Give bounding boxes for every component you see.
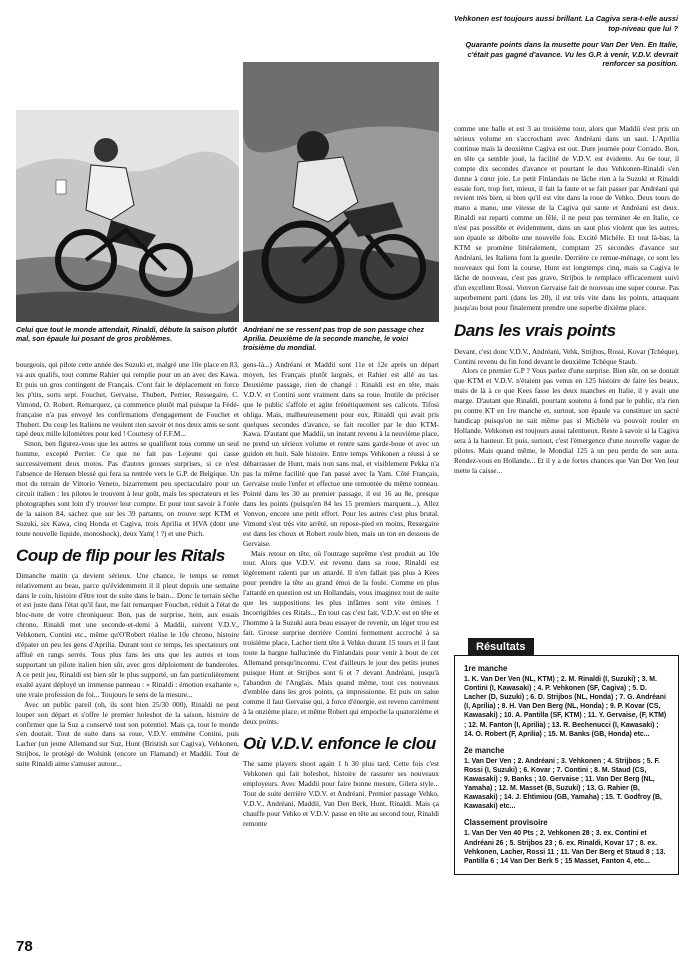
results-section	[454, 636, 679, 875]
caption-andreani: Andréani ne se ressent pas trop de son passage chez Aprilia. Deuxième de la seconde manche, le voici troisième du mondial.	[243, 326, 424, 353]
results-race-1: 1. K. Van Der Ven (NL, KTM) ; 2. M. Rinaldi (I, Suzuki) ; 3. M. Contini (I, Kawasaki) ; 4. P. Vehkonen (SF, Cagiva) ; 5. D. Lacher (D, Suzuki) ; 6. D. Strijbos (NL, Honda) ; 7. G. Andréani (I, Aprilia) ; 8. H. Van Den Berg (NL, Honda) ; 9. P. Kovar (CS, Kawasaki) ; 10. A. Pantilla (SF, KTM) ; 11. Y. Gervaise, (F, KTM) ; 12. M. Fanton (I, Aprilia) ; 13. R. Bechenucci (I, Kawasaki) ; 14. O. Robert (F, Aprilia) ; 15. M. Banks (GB, Honda) etc...	[464, 676, 667, 738]
col1-paragraph-4: Avec un public pareil (oh, ils sont bien 25/30 000), Rinaldi ne peut louper son départ et s'offre le premier holeshot de la saison, histoire de confirmer que la Suz a conservé tout son potentiel. Mais ça, tout le monde s'en doutait. Tout de suite dans sa roue, V.D.V. emmène Contini, puis Lacher (un jeune Allemand sur Suz, Hunt (Bristish sur Cagiva), Vehkonen, Strijbos, le protégé de Wolsink (encore un Flamand) et Maddii. Tout de suite Rinaldi aime s'amuser autour...	[16, 699, 239, 769]
col2-paragraph-3: The same players shoot again 1 h 30 plus tard. Cette fois c'est Vehkonen qui fait holeshot, histoire de rassurer ses nouveaux employeurs. Avec Maddii pour faire bonne mesure, Gilera style... Tout de suite derrière V.D.V. et Andréani. Premier passage Vehko, V.D.V., Andréani, Maddii, Van Den Berk, Hunt, Rinaldi. Mais ça chauffe pour Vehko et V.D.V. passe en tête au second tour, Rinaldi remonte	[243, 759, 439, 828]
page-number: 78	[16, 938, 33, 955]
col2-paragraph-2: Mais retour en tête, où l'outrage suprême s'est produit au 10e tour. Alors que V.D.V. est revenu dans sa roue, Rinaldi est légèrement ralenti par un attardé. Il n'en fallait pas plus à Kees pour prendre la tête au grand émoi de la foule. Comme en plus l'attardé en question est un Hollandais, vous imaginez tout de suite que les suppositions les plus infâmes sont vite émises ! Incorrigibles ces Ritals... En tout cas c'est fait, V.D.V. est en tête et l'homme à la Suzuki aura beau essayer de revenir, un léger trou est fait. Grosse surprise derrière Contini fermement accroché à sa troisième place, Lacher tient tête à Vehko durant 15 tours et il faut toute la hargne hallucinée du Finlandais pour venir à bout de cet Allemand presqu'inconnu. C'est d'ailleurs le jour des petits jeunes puisque Hunt et Strijbos sont 6 et 7 devant Andréani, jusqu'à l'abandon de l'Anglais. Mais quand même, tout ces nouveaux d'emblée dans les gros points, ça impressionne. Et puis on salue comme il faut Gervaise qui, à force d'énergie, est revenu carrément à la onzième place, et même Robert qui empoche la quatorzième et deux points.	[243, 548, 439, 727]
column-3	[454, 124, 679, 476]
col3-paragraph-2: Devant, c'est donc V.D.V., Andréani, Vehk, Strijbos, Rossi, Kovar (Tchèque), Contini revenu du fin fond devant le deuxième Tchèque Staub.	[454, 346, 679, 366]
column-2	[243, 360, 439, 829]
col3-paragraph-3: Alors ce premier G.P ? Vous parlez d'une surprise. Bien sûr, on se doutait que KTM et V.D.V. n'étaient pas venus en 125 histoire de faire les beaux, mais de là à ce que Kees fasse les deux manches en Italie, il y avait une marge. D'autant que Rinaldi, pourtant soutenu à fond par le public, n'a rien pu contre KT en 1re manche et, surtout, son épaule va constituer un sacré handicap puisqu'on ne sait même pas si Michèle va pouvoir rouler en Hollande. Vehkonen est toujours aussi talentueux. Reste à savoir si la Cagiva sera à la hauteur. Et puis, surtout, c'est l'émergence d'une nouvelle vague de pilotes. Mais quand même, le Mondial 125 à un peu perdu de son aura. Rendez-vous en Hollande... Et il y a de fortes chances que Van Der Ven leur mette la caisse...	[454, 366, 679, 475]
results-heading-race-1: 1re manche	[464, 664, 508, 673]
top-caption-vehkonen: Vehkonen est toujours aussi brillant. La Cagiva sera-t-elle aussi top-niveau que lui ?	[454, 14, 678, 33]
col3-paragraph-1: comme une balle et est 3 au troisième tour, alors que Maddii s'est pris un sérieux volume en s'accrochant avec Andréani dans un saut. L'Aprilia continue mais la deuxième Cagiva est out. Dure journée pour Corrado. Bon, en tête ça semble joué, la facilité de V.D.V. est évidente. Au 6e tour, il compte dix secondes d'avance et pourtant le duo Vehkonen-Rinaldi s'en donne à cœur joie. Le petit Finlandais ne lâche rien à la Suzuki et Rinaldi essaie fort, trop fort, mieux, il fait la faute et se fait passer par Andréani qui revient très bien, si bien qu'il est vite dans la roue de Vehko. Deux tours de mano a mano, une vitesse de la Cagiva qui saute et Andréani est deux. Rinaldi est reparti comme un fêlé, il ne peut pas terminer 4e en Italie, ce n'est pas possible et évidemment, dans un saut plus violent que les autres, son épaule se déboîte une nouvelle fois. Excité Michèle. Et tout là-bas, la KTM se promène littéralement, comptant 25 secondes d'avance sur Andréani, les Italiens font la gueule. Derrière ce remue-ménage, ce sont les nouveaux qui font la course, Hunt est longtemps cinq, mais sa Cagiva le lâche de nouveau, c'est pas grave, Strijbos le remplace efficacement suivi d'un excellent Rossi. Vonvon Gervaise fait de nouveau une super course. Pas superbement parti (dans les 20), il est très vite dans les points, attaquant jusqu'au bout pour finalement prendre une superbe dixième place.	[454, 124, 679, 312]
results-title: Résultats	[468, 638, 534, 656]
col1-paragraph-1: bourgeois, qui pilote cette année des Suzuki et, malgré une 10e place en 83, va aux qualifs, tout comme Rahier qui remplie pour un an avec des Kawa. Et puis un gros contingent de Français. C'ont fait le déplacement en force les p'tits, sorts sept. Fouchet, Gervaise, Thubert, Perrier, Ressegaire, C. Vimond, O. Robert. Remarquez, ça commence plutôt mal puisque la Fédé-française n'a pas envoyé les confirmations d'engagement de Fouchet et Thubert. Du coup les Italiens ne veulent rien savoir et nos deux amis se sont tapé deux mille kilomètres pour ked ! Courtesy of F.F.M...	[16, 360, 239, 439]
results-box	[454, 655, 679, 875]
results-race-2: 1. Van Der Ven ; 2. Andréani ; 3. Vehkonen ; 4. Strijbos ; 5. F. Rossi (I, Suzuki) ; 6. Kovar ; 7. Contini ; 8. M. Staud (CS, Kawasaki) ; 9. Banks ; 10. Gervaise ; 11. Van Der Berg (NL, Yamaha) ; 12. M. Masset (B, Suzuki) ; 13. G. Rahier (B, Kawasaki) ; 14. J. Ehtimiou (GB, Yamaha) ; 15. T. Godfroy (B, Kawasaki) etc...	[464, 757, 662, 811]
heading-coup-de-flip: Coup de flip pour les Ritals	[16, 545, 225, 565]
heading-ou-vdv-enfonce-le-clou: Où V.D.V. enfonce le clou	[243, 734, 436, 754]
results-heading-race-2: 2e manche	[464, 745, 505, 755]
rinaldi-photo-graphic	[16, 110, 239, 322]
results-standings: 1. Van Der Ven 40 Pts ; 2. Vehkonen 28 ; 3. ex. Contini et Andréani 26 ; 5. Strijbos 23 ; 6. ex. Rinaldi, Kovar 17 ; 8. ex. Vehkonen, Lacher, Rossi 11 ; 11. Van Der Berg et Staud 8 ; 13. Pantilla 6 ; 14 Van Der Berk 5 ; 15 Masset, Fanton 4, etc...	[464, 830, 666, 865]
heading-dans-les-vrais-points: Dans les vrais points	[454, 320, 616, 340]
andreani-photo-graphic	[243, 62, 439, 322]
col1-paragraph-3: Dimanche matin ça devient sérieux. Une chance, le temps se remet relativement au beau, parce qu'évidemment il il pleut depuis une semaine dans le coin, histoire d'être tout de suite dans le bain... Donc le terrain sèche et est juste dans l'état qu'il faut, me fait remarquer Fouchet, réduit à l'état de bloc-note de votre chroniqueur. Bon, pas de surprise, hein, aux essais chrono, Rinaldi met une seconde-et-demi à Maddii, suivent V.D.V., Vehkonen, Contini etc., même qu'O'Robert réalise le 10e chrono, histoire d'épater un peu les gens d'Aprilia. Durant tout ce temps, les spectateurs ont afflué en rangs serrés. Tous plus fans les uns que les autres et tous supportant un pilote italien bien sûr, avec gros déploiement de banderoles. A ce petit jeu, Rinaldi est bien sûr le plus supporté, un fan particulièrement exalté ayant déployé un immense panneau : « Rinaldi : émotion exaltante », une vraie profession de foi... Toujours le sens de la mesure...	[16, 570, 239, 699]
photo-rinaldi	[16, 110, 239, 322]
results-heading-standings: Classement provisoire	[464, 818, 548, 828]
col1-paragraph-2: Sinon, ben figurez-vous que les autres se qualifient tous comme un seul homme, excepté Perrier. Ce que ne fait pas Lejeune qui casse successivement deux motos. Pas d'autres grosses surprises, si ce n'est l'absence de Hensen blessé qui fera sa rentrée vers le G.P. de Belgique. Un mot du terrain de Vittorio Veneto, bizarrement peu spectaculaire pour un circuit italien : les pilotes le trouvent à leur goût, mais les spectateurs et les photographes sont loin d'y trouver leur compte. Et pour tout savoir à l'orée de la saison 84, sachez que sur les 39 partants, on trouve sept KTM et Suzuki, six Kawa, cinq Honda et Cagiva, trois Aprilia et HVA (dont une toute nouvelle liquide, monoshock), deux Yam( ! ?) et une Puch.	[16, 439, 239, 538]
top-caption-van-der-ven: Quarante points dans la musette pour Van Der Ven. En Italie, c'était pas gagné d'avance. Vu les G.P. à venir, V.D.V. devrait renforcer sa position.	[465, 40, 678, 69]
photo-andreani	[243, 62, 439, 322]
col2-paragraph-1: gens-là...) Andréani et Maddii sont 11e et 12e après un départ moyen, les Français plutôt largués, et Rahier est allé au tas. Deuxième passage, rien de changé : Rinaldi est en tête, mais V.D.V. et Contini sont vraiment dans sa roue. Inutile de préciser que le public s'affole et agite frénétiquement ses calicots. Tifosi obliga. Mais, malheureusement pour eux, Rinaldi qui avait pris quelques secondes d'avance, se fait recoller par le duo KTM-Kawa. D'autant que Maddii, un instant revenu à la neuvième place, ne prend un sérieux volume et rentre sans garde-boue et avec un guidon en huit. Sale histoire. Entre temps Vehkonen a réussi à se débarrasser de Hunt, mais non sans mal, et visiblement Pekka n'a pas la même facilité que l'an passé avec la Yam. Côté Français, Gervaise roule l'enfer et effectue une remontée du même tonneau. Pointé dans les 30 au premier passage, il est 16 au 8e, presque dans les points (puisqu'en 84 les 15 premiers marquent...). Allez Vonvon, encore une petit effort. Pour les autres c'est plus brutal. Vimond s'est très vite arrêté, un repose-pied en moins, Ressegaire est dans les choux et Robert roule bien, mais un ton en dessous de Gervaise.	[243, 360, 439, 548]
column-1	[16, 360, 239, 769]
caption-rinaldi: Celui que tout le monde attendait, Rinaldi, débute la saison plutôt mal, son épaule lui posant de gros problèmes.	[16, 326, 237, 344]
